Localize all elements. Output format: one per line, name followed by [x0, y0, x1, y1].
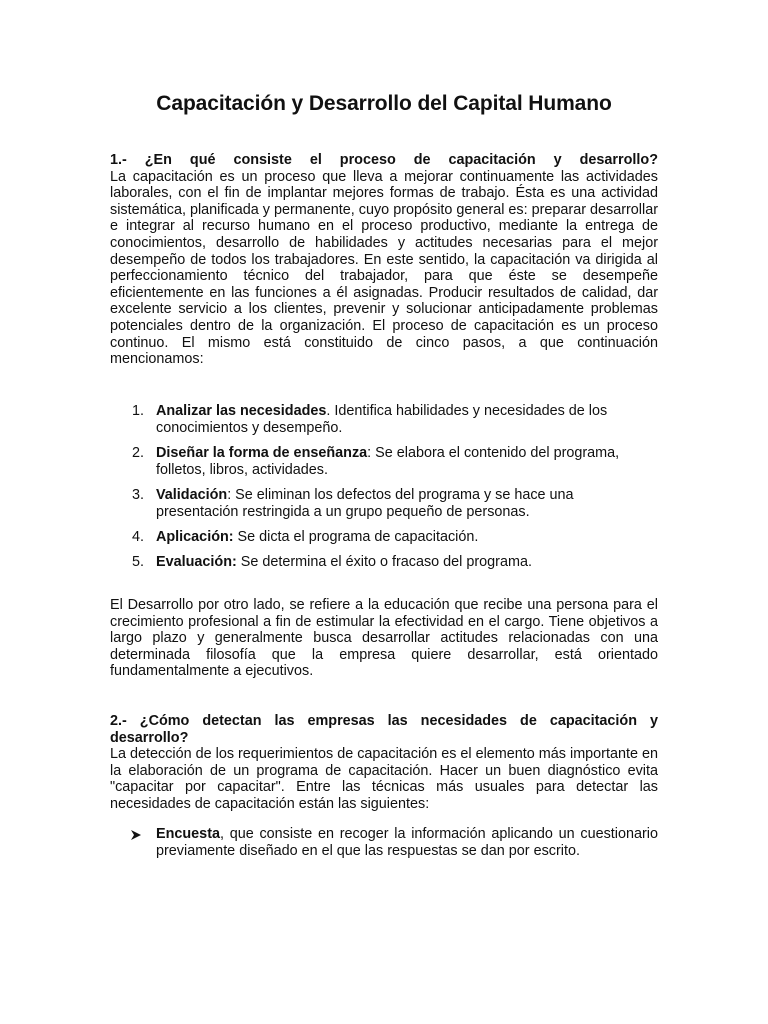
- list-item: [110, 529, 658, 546]
- step-text: : Se elabora el contenido del programa, folletos, libros, actividades.: [156, 445, 620, 478]
- section-1-heading: 1.- ¿En qué consiste el proceso de capacitación y desarrollo?: [110, 152, 658, 168]
- list-item: [110, 403, 658, 437]
- techniques-list: [110, 826, 658, 860]
- development-paragraph: El Desarrollo por otro lado, se refiere a la educación que recibe una persona para el crecimiento profesional a fin de estimular la efectividad en el cargo. Tiene objetivos a largo plazo y generalmente busca desarrollar actitudes relacionadas con una determinada filosofía que la empresa quiere desarrollar, está orientado fundamentalmente a ejecutivos.: [110, 597, 658, 680]
- list-item: [110, 445, 658, 479]
- list-item: [110, 487, 658, 521]
- section-2: [110, 713, 658, 813]
- step-text: . Identifica habilidades y necesidades de los conocimientos y desempeño.: [156, 403, 608, 436]
- step-text: : Se eliminan los defectos del programa y se hace una presentación restringida a un grupo pequeño de personas.: [156, 487, 574, 520]
- step-number: 5.: [132, 554, 145, 570]
- step-term: Evaluación:: [156, 554, 237, 570]
- step-text: Se dicta el programa de capacitación.: [233, 529, 479, 545]
- technique-term: Encuesta: [156, 826, 220, 842]
- step-term: Aplicación:: [156, 529, 234, 545]
- technique-text: , que consiste en recoger la información aplicando un cuestionario previamente diseñado en el que las respuestas se dan por escrito.: [156, 826, 658, 859]
- page-title: Capacitación y Desarrollo del Capital Humano: [156, 92, 612, 115]
- step-term: Analizar las necesidades: [156, 403, 327, 419]
- section-1-body: La capacitación es un proceso que lleva a mejorar continuamente las actividades laborales, con el fin de implantar mejores formas de trabajo. Ésta es una actividad sistemática, planificada y permanente, cuyo propósito general es: preparar desarrollar e integrar al recurso humano en el proceso productivo, mediante la entrega de conocimientos, desarrollo de habilidades y actitudes necesarias para el mejor desempeño de todos los trabajadores. En este sentido, la capacitación va dirigida al perfeccionamiento técnico del trabajador, para que éste se desempeñe eficientemente en las funciones a él asignadas. Producir resultados de calidad, dar excelente servicio a los clientes, prevenir y solucionar anticipadamente problemas potenciales dentro de la organización. El proceso de capacitación es un proceso continuo. El mismo está constituido de cinco pasos, a que continuación mencionamos:: [110, 168, 658, 368]
- list-item: [110, 826, 658, 860]
- step-number: 4.: [132, 529, 145, 545]
- steps-list: [110, 403, 658, 579]
- section-2-heading-line2: desarrollo?: [110, 729, 189, 746]
- step-term: Validación: [156, 487, 228, 503]
- section-2-heading-line1: 2.- ¿Cómo detectan las empresas las necesidades de capacitación y: [110, 713, 658, 729]
- arrow-bullet-icon: [130, 829, 142, 841]
- step-text: Se determina el éxito o fracaso del programa.: [236, 554, 532, 570]
- step-term: Diseñar la forma de enseñanza: [156, 445, 368, 461]
- development-paragraph-block: [110, 597, 658, 680]
- list-item: [110, 554, 658, 571]
- step-number: 2.: [132, 445, 145, 461]
- section-1: [110, 152, 658, 368]
- section-2-body: La detección de los requerimientos de capacitación es el elemento más importante en la elaboración de un programa de capacitación. Hacer un buen diagnóstico evita "capacitar por capacitar". Entre las técnicas más usuales para detectar las necesidades de capacitación están las siguientes:: [110, 746, 658, 812]
- step-number: 3.: [132, 487, 145, 503]
- step-number: 1.: [132, 403, 145, 419]
